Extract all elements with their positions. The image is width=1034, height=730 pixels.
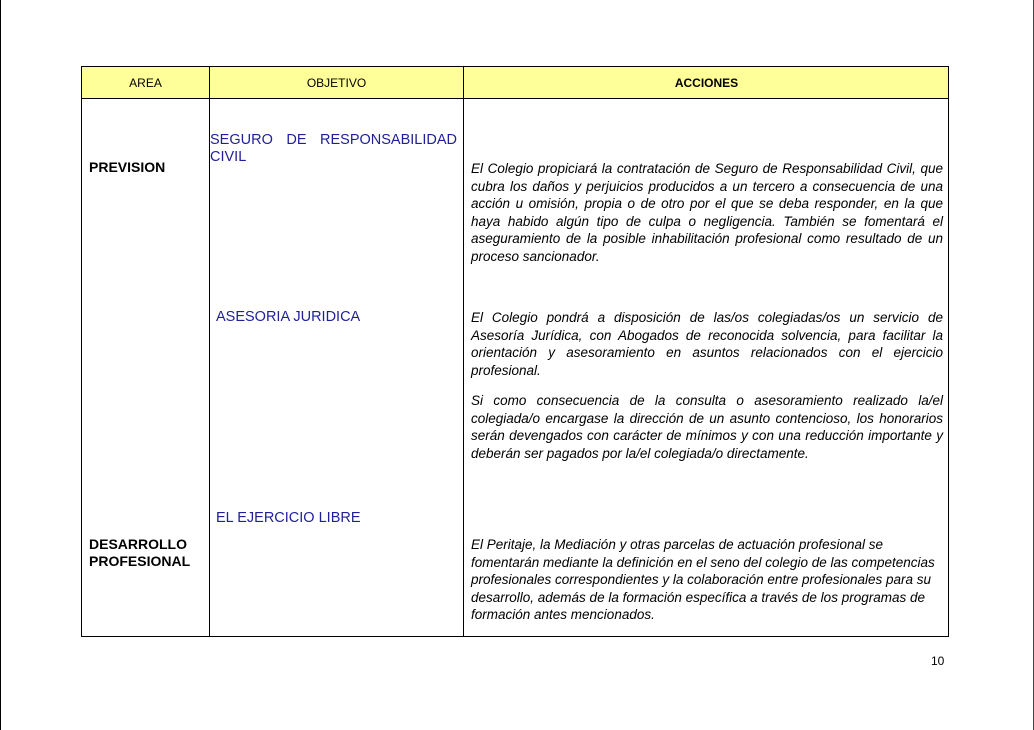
action-asesoria-2: Si como consecuencia de la consulta o asesoramiento realizado la/el colegiada/o encargase la dirección de un asunto contencioso, los honorarios serán devengados con carácter de mínimos y con una reducción importante y deberán ser pagados por la/el colegiada/o directamente. xyxy=(471,393,943,461)
column-divider xyxy=(463,67,464,636)
header-objetivo: OBJETIVO xyxy=(306,75,367,90)
objective-seguro-line2: CIVIL xyxy=(210,149,247,165)
objective-seguro-line1: SEGURO DE RESPONSABILIDAD xyxy=(210,132,457,148)
action-seguro: El Colegio propiciará la contratación de Seguro de Responsabilidad Civil, que cubra los daños y perjuicios producidos a un tercero a consecuencia de una acción u omisión, propia o de otro por el que se deba responder, en la que haya habido algún tipo de culpa o negligencia. También se fomentará el aseguramiento de la posible inhabilitación profesional como resultado de un proceso sancionador. xyxy=(471,161,943,264)
objective-ejercicio-libre: EL EJERCICIO LIBRE xyxy=(216,510,361,526)
action-asesoria-1: El Colegio pondrá a disposición de las/os colegiadas/os un servicio de Asesoría Jurídica, con Abogados de reconocida solvencia, para facilitar la orientación y asesoramiento en asuntos relacionados con el ejercicio profesional. xyxy=(471,310,943,378)
area-prevision: PREVISION xyxy=(89,159,166,175)
action-ejercicio-libre: El Peritaje, la Mediación y otras parcelas de actuación profesional se fomentarán mediante la definición en el seno del colegio de las competencias profesionales correspondientes y la colaboración entre profesionales para su desarrollo, además de la formación específica a través de los programas de formación antes mencionados. xyxy=(471,537,935,622)
page-number: 10 xyxy=(931,654,945,668)
area-desarrollo: DESARROLLO PROFESIONAL xyxy=(89,536,191,569)
header-acciones: ACCIONES xyxy=(674,75,739,90)
page-left-edge xyxy=(0,0,1,730)
objective-asesoria: ASESORIA JURIDICA xyxy=(216,309,361,325)
plan-table xyxy=(81,66,949,637)
header-area: AREA xyxy=(129,75,162,90)
